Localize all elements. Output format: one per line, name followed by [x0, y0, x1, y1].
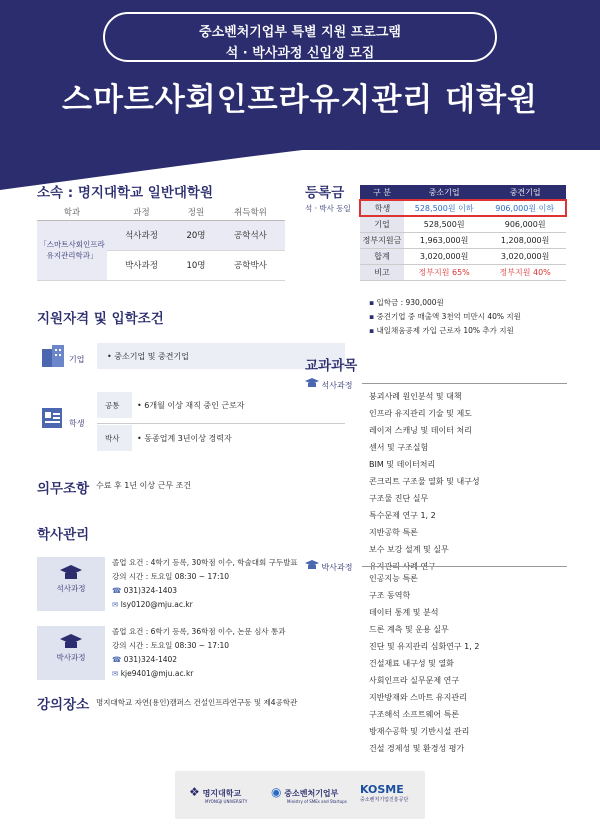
- qualification-title: 지원자격 및 입학조건: [37, 311, 164, 327]
- department-name: 「스마트사회인프라 유지관리학과」: [37, 220, 107, 280]
- phone-line: ☎ 031)324-1403: [112, 586, 178, 595]
- list-item: 인프라 유지관리 기술 및 제도: [369, 409, 472, 418]
- mss-logo: ◉ 중소벤처기업부 Ministry of SMEs and Startups: [271, 785, 347, 804]
- col-course: 과정: [107, 204, 176, 220]
- sme-cell: 528,500원 이하: [404, 200, 484, 216]
- note-item: ▪ 내일채움공제 가입 근로자 10% 추가 지원: [369, 324, 521, 338]
- academic-title: 학사관리: [37, 527, 90, 543]
- list-item: 보수 보강 설계 및 실무: [369, 545, 449, 554]
- list-item: 구조물 진단 실무: [369, 494, 429, 503]
- list-item: BIM 및 데이터처리: [369, 460, 436, 469]
- phone-icon: ☎: [112, 655, 122, 664]
- list-item: 드론 계측 및 운용 실무: [369, 625, 449, 634]
- list-item: 데이터 통계 및 분석: [369, 608, 439, 617]
- course-cell: 석사과정: [107, 220, 176, 250]
- table-row: [360, 248, 566, 264]
- myongji-emblem-icon: ❖: [189, 785, 200, 799]
- kosme-logo: KOSME 중소벤처기업진흥공단: [360, 783, 409, 803]
- row-label: 학생: [360, 200, 404, 216]
- grad-requirement: 졸업 요건 : 6학기 등록, 36학점 이수, 논문 심사 통과: [112, 627, 286, 636]
- email-icon: ✉: [112, 669, 119, 678]
- graduation-cap-icon: [60, 565, 82, 581]
- note-item: ▪ 입학금 : 930,000원: [369, 296, 521, 310]
- table-row: [360, 232, 566, 248]
- email-line: ✉ kje9401@mju.ac.kr: [112, 669, 194, 678]
- col-category: 구 분: [360, 185, 404, 200]
- list-item: 센서 및 구조실험: [369, 443, 429, 452]
- grad-requirement: 졸업 요건 : 4학기 등록, 30학점 이수, 학술대회 구두발표: [112, 558, 298, 567]
- mid-cell: 906,000원: [484, 216, 566, 232]
- affiliation-table: [37, 204, 285, 281]
- col-dept: 학과: [37, 204, 107, 220]
- list-item: 건설재료 내구성 및 열화: [369, 659, 454, 668]
- col-quota: 정원: [176, 204, 216, 220]
- mss-emblem-icon: ◉: [271, 785, 282, 799]
- sme-cell: 정부지원 65%: [404, 264, 484, 280]
- table-row: [360, 216, 566, 232]
- common-label: 공통: [105, 401, 120, 410]
- col-degree: 취득학위: [216, 204, 285, 220]
- phd-academic-info: [112, 625, 285, 681]
- sme-cell: 1,963,000원: [404, 232, 484, 248]
- table-row: [37, 220, 285, 250]
- master-academic-info: [112, 556, 298, 612]
- quota-cell: 10명: [176, 250, 216, 280]
- venue-title: 강의장소: [37, 697, 90, 713]
- list-item: 건설 경제성 및 환경성 평가: [369, 744, 465, 753]
- email-icon: ✉: [112, 600, 119, 609]
- venue-text: 명지대학교 자연(용인)캠퍼스 건설인프라연구동 및 제4공학관: [96, 698, 298, 707]
- list-item: 붕괴사례 원인분석 및 대책: [369, 392, 462, 401]
- list-item: 방재수공학 및 기반시설 관리: [369, 727, 470, 736]
- tuition-subtitle: 석 · 박사 동일: [305, 204, 351, 213]
- mid-cell: 정부지원 40%: [484, 264, 566, 280]
- divider: [97, 423, 345, 424]
- list-item: 사회인프라 실무문제 연구: [369, 676, 460, 685]
- list-item: 인공지능 특론: [369, 574, 418, 583]
- myongji-logo: ❖ 명지대학교 MYONGJI UNIVERSITY: [189, 785, 248, 804]
- table-row: [360, 264, 566, 280]
- tuition-notes: [369, 296, 521, 338]
- main-title: 스마트사회인프라유지관리 대학원: [62, 82, 538, 118]
- header-wave-decoration: [0, 120, 600, 190]
- sme-cell: 3,020,000원: [404, 248, 484, 264]
- master-label: 석사과정: [56, 584, 86, 593]
- tuition-title: 등록금: [305, 185, 345, 201]
- mid-cell: 3,020,000원: [484, 248, 566, 264]
- phd-label: 박사과정: [56, 653, 86, 662]
- quota-cell: 20명: [176, 220, 216, 250]
- lecture-time: 강의 시간 : 토요일 08:30 ~ 17:10: [112, 641, 230, 650]
- row-label: 비고: [360, 264, 404, 280]
- list-item: 구조 동역학: [369, 591, 411, 600]
- program-pill: [103, 12, 497, 62]
- phd-item: • 동종업계 3년이상 경력자: [137, 434, 232, 443]
- list-item: 진단 및 유지관리 심화연구 1, 2: [369, 642, 480, 651]
- affiliation-title: 소속 : 명지대학교 일반대학원: [37, 185, 213, 201]
- list-item: 지반공학 특론: [369, 528, 418, 537]
- degree-cell: 공학석사: [216, 220, 285, 250]
- note-item: ▪ 중견기업 중 매출액 3천억 미만시 40% 지원: [369, 310, 521, 324]
- list-item: 지반방재와 스마트 유지관리: [369, 693, 467, 702]
- course-cell: 박사과정: [107, 250, 176, 280]
- curriculum-title: 교과과목: [305, 358, 358, 374]
- divider: [362, 383, 567, 384]
- email-line: ✉ lsy0120@mju.ac.kr: [112, 600, 193, 609]
- master-curriculum-label: 석사과정: [305, 378, 352, 391]
- footer-logos: [175, 771, 425, 819]
- common-label-box: [97, 392, 132, 418]
- student-label: 학생: [69, 419, 85, 428]
- program-line1: 중소벤처기업부 특별 지원 프로그램: [199, 25, 401, 40]
- master-course-list: [369, 388, 480, 575]
- company-label: 기업: [69, 355, 85, 364]
- phd-label: 박사: [105, 434, 120, 443]
- tuition-table: [359, 185, 567, 281]
- list-item: 구조해석 소프트웨어 특론: [369, 710, 460, 719]
- obligation-text: 수료 후 1년 이상 근무 조건: [96, 481, 192, 490]
- degree-cell: 공학박사: [216, 250, 285, 280]
- obligation-title: 의무조항: [37, 481, 90, 497]
- list-item: 레이저 스캐닝 및 데이터 처리: [369, 426, 472, 435]
- row-label: 기업: [360, 216, 404, 232]
- program-line2: 석 · 박사과정 신입생 모집: [225, 46, 375, 61]
- master-academic-box: [37, 557, 105, 611]
- phone-line: ☎ 031)324-1402: [112, 655, 178, 664]
- col-sme: 중소기업: [404, 185, 484, 200]
- lecture-time: 강의 시간 : 토요일 08:30 ~ 17:10: [112, 572, 230, 581]
- graduation-cap-icon: [60, 634, 82, 650]
- common-item: • 6개월 이상 재직 중인 근로자: [137, 401, 245, 410]
- list-item: 콘크리트 구조물 열화 및 내구성: [369, 477, 480, 486]
- phd-label-box: [97, 425, 132, 451]
- sme-cell: 528,500원: [404, 216, 484, 232]
- col-mid: 중견기업: [484, 185, 566, 200]
- company-item: • 중소기업 및 중견기업: [107, 352, 189, 361]
- mid-cell: 906,000원 이하: [484, 200, 566, 216]
- phd-academic-box: [37, 626, 105, 680]
- phd-curriculum-label: 박사과정: [305, 560, 352, 573]
- table-row: [360, 200, 566, 216]
- phone-icon: ☎: [112, 586, 122, 595]
- row-label: 정부지원금: [360, 232, 404, 248]
- divider: [362, 566, 567, 567]
- phd-course-list: [369, 570, 479, 757]
- row-label: 합계: [360, 248, 404, 264]
- list-item: 특수문제 연구 1, 2: [369, 511, 436, 520]
- mid-cell: 1,208,000원: [484, 232, 566, 248]
